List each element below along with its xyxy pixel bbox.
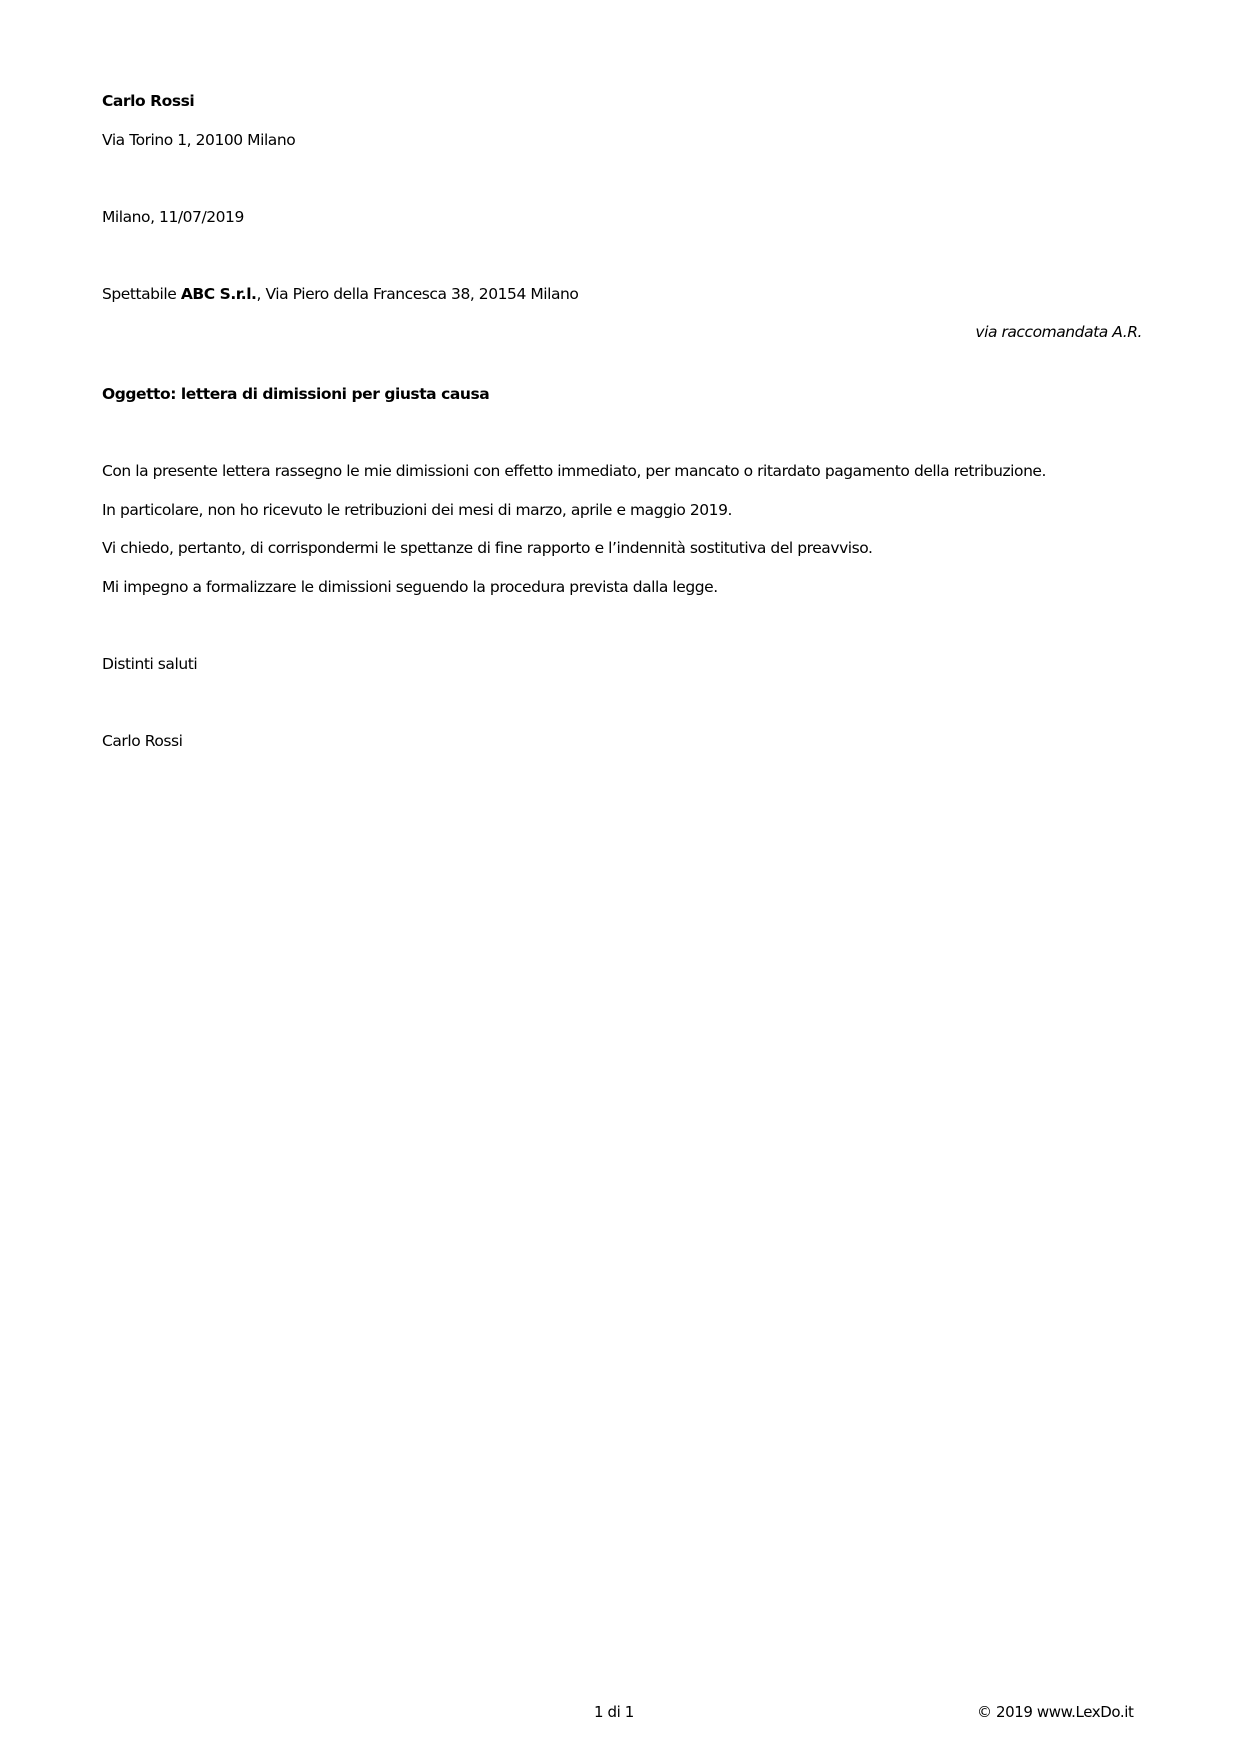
place-date: Milano, 11/07/2019 xyxy=(102,208,244,226)
recipient-address: , Via Piero della Francesca 38, 20154 Milano xyxy=(256,285,579,303)
recipient-line xyxy=(102,284,578,304)
delivery-method: via raccomandata A.R. xyxy=(975,323,1142,341)
sender-name: Carlo Rossi xyxy=(102,92,195,110)
signature: Carlo Rossi xyxy=(102,732,183,750)
body-paragraph-3: Vi chiedo, pertanto, di corrispondermi le spettanze di fine rapporto e l’indennità sostitutiva del preavviso. xyxy=(102,539,873,557)
body-paragraph-4: Mi impegno a formalizzare le dimissioni seguendo la procedura prevista dalla legge. xyxy=(102,578,718,596)
sender-address: Via Torino 1, 20100 Milano xyxy=(102,131,296,149)
copyright-notice: © 2019 www.LexDo.it xyxy=(977,1703,1134,1721)
recipient-prefix: Spettabile xyxy=(102,285,181,303)
page-number: 1 di 1 xyxy=(594,1703,634,1721)
closing: Distinti saluti xyxy=(102,655,198,673)
body-paragraph-1: Con la presente lettera rassegno le mie dimissioni con effetto immediato, per mancato o ritardato pagamento della retribuzione. xyxy=(102,462,1047,480)
subject-line: Oggetto: lettera di dimissioni per giusta causa xyxy=(102,385,490,403)
body-paragraph-2: In particolare, non ho ricevuto le retribuzioni dei mesi di marzo, aprile e maggio 2019. xyxy=(102,501,732,519)
recipient-company: ABC S.r.l. xyxy=(180,285,257,303)
